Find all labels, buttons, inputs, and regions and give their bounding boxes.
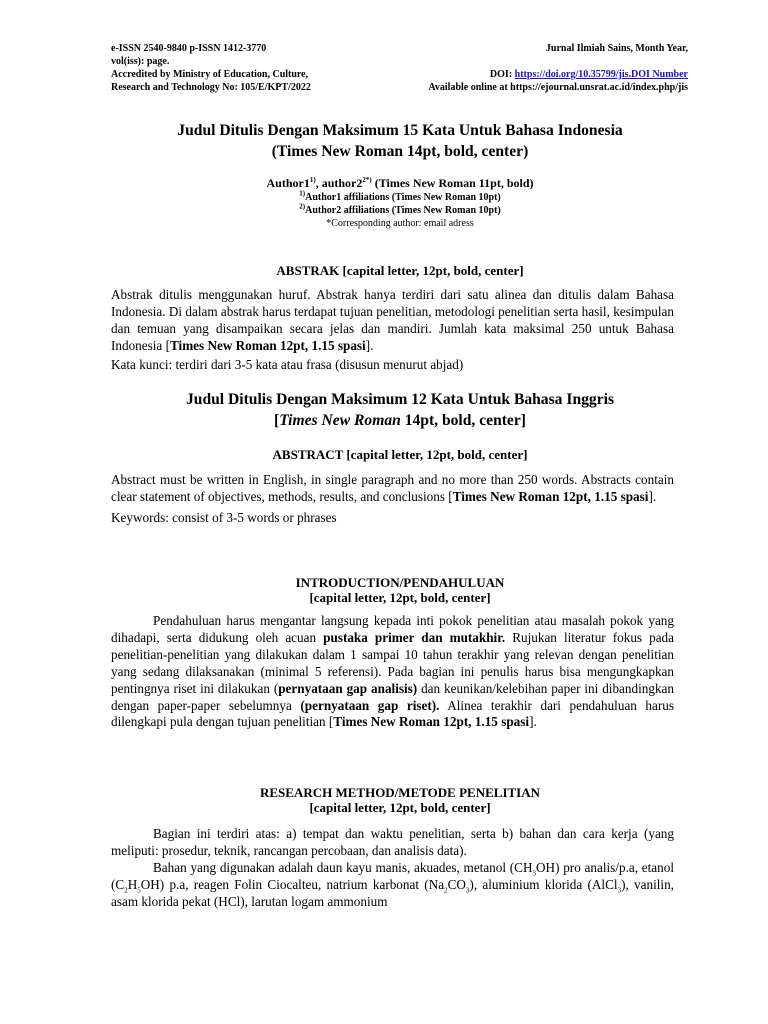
authors-block [100, 176, 700, 230]
author-1-sup: 1) [309, 176, 316, 184]
title-english-open: [ [274, 412, 280, 429]
method-p2-b: OH) pro analis/p.a, etanol (C [111, 859, 674, 892]
intro-section [111, 613, 674, 731]
affiliation-1 [100, 191, 700, 204]
method-paragraph-1: Bagian ini terdiri atas: a) tempat dan waktu penelitian, serta b) bahan dan cara kerja (yang meliputi: prosedur, teknik, rancangan percobaan, dan analisis data). [111, 826, 674, 858]
intro-text-4: Alinea terakhir dari pendahuluan harus dilengkapi pula dengan tujuan penelitian [ [111, 697, 674, 730]
method-p2-g: ), vanilin, asam klorida pekat (HCl), larutan logam ammonium [111, 876, 674, 909]
accreditation-line-1: Accredited by Ministry of Education, Culture, [111, 69, 309, 80]
method-p2-f: ), aluminium klorida (AlCl [469, 876, 618, 892]
method-heading-line-2: [capital letter, 12pt, bold, center] [309, 800, 491, 815]
method-sub-2: 2 [124, 886, 128, 895]
affiliation-1-text: Author1 affiliations (Times New Roman 10pt) [305, 192, 501, 203]
title-indonesian-line-1: Judul Ditulis Dengan Maksimum 15 Kata Untuk Bahasa Indonesia [177, 122, 623, 139]
method-sub-1: 3 [532, 869, 537, 878]
intro-bold-2: pernyataan gap analisis) [278, 680, 418, 696]
abstrak-section [111, 287, 674, 374]
method-sub-4: 2 [444, 886, 448, 895]
author-1: Author1 [266, 176, 310, 190]
method-p2-a: Bahan yang digunakan adalah daun kayu manis, akuades, metanol (CH [153, 859, 533, 875]
intro-text-2: Rujukan literatur fokus pada penelitian-penelitian yang dilakukan dalam 1 sampai 10 tahun terakhir yang relevan dengan penelitian yang sedang dilaksanakan (minimal 5 referensi). Pada bagian ini penulis harus bisa mengungkapkan pentingnya riset ini dilakukan ( [111, 629, 674, 696]
journal-name: Jurnal Ilmiah Sains, Month Year, [545, 43, 688, 54]
author-note: (Times New Roman 11pt, bold) [371, 176, 534, 190]
affiliation-1-sup: 1) [299, 189, 306, 198]
title-english-line-1: Judul Ditulis Dengan Maksimum 12 Kata Untuk Bahasa Inggris [185, 391, 615, 408]
affiliation-2-sup: 2) [299, 202, 306, 211]
intro-heading-line-1: INTRODUCTION/PENDAHULUAN [295, 575, 505, 590]
method-p2-c: H [127, 876, 138, 892]
affiliation-2 [100, 204, 700, 217]
method-paragraph-2 [111, 860, 674, 911]
affiliation-2-text: Author2 affiliations (Times New Roman 10pt) [305, 205, 501, 216]
accreditation-line-2: Research and Technology No: 105/E/KPT/2022 [111, 82, 311, 93]
kata-kunci: Kata kunci: terdiri dari 3-5 kata atau frasa (disusun menurut abjad) [111, 356, 464, 372]
abstract-text-2: ]. [648, 488, 657, 504]
doi-link[interactable]: https://doi.org/10.35799/jis.DOI Number [514, 69, 688, 80]
doi-label: DOI: [489, 69, 515, 80]
author-2: , author2 [315, 176, 363, 190]
intro-text-5: ]. [529, 714, 537, 730]
method-heading-line-1: RESEARCH METHOD/METODE PENELITIAN [259, 785, 541, 800]
method-sub-6: 3 [617, 886, 622, 895]
abstract-paragraph [111, 472, 674, 506]
abstract-bold: Times New Roman 12pt, 1.15 spasi [452, 488, 649, 504]
abstract-text-1: Abstract must be written in English, in single paragraph and no more than 250 words. Abstracts contain clear statement of objectives, methods, results, and conclusions [ [111, 472, 674, 504]
abstrak-paragraph [111, 287, 674, 355]
doi-line [490, 68, 688, 81]
method-section [111, 826, 674, 911]
intro-text-1: Pendahuluan harus mengantar langsung kepada inti pokok penelitian atau masalah pokok yang dihadapi, serta didukung oleh acuan [111, 613, 674, 645]
issn-text: e-ISSN 2540-9840 p-ISSN 1412-3770 [111, 43, 267, 54]
intro-heading-line-2: [capital letter, 12pt, bold, center] [309, 590, 491, 605]
method-p2-e: CO [447, 876, 466, 892]
intro-text-3: dan keunikan/kelebihan paper ini dibandingkan dengan paper-paper sebelumnya [111, 680, 674, 713]
title-english [100, 389, 700, 431]
abstrak-heading: ABSTRAK [capital letter, 12pt, bold, center] [276, 263, 524, 278]
abstrak-text-1: Abstrak ditulis menggunakan huruf. Abstrak hanya terdiri dari satu alinea dan ditulis dalam Bahasa Indonesia. Di dalam abstrak harus terdapat tujuan penelitian, metodologi penelitian serta hasil, kesimpulan dan temuan yang disampaikan secara jelas dan mandiri. Jumlah kata maksimal 250 untuk Bahasa Indonesia [ [111, 287, 674, 353]
corresponding-author: *Corresponding author: email adress [326, 218, 474, 229]
intro-bold-3: (pernyataan gap riset). [300, 697, 440, 713]
method-sub-3: 5 [137, 886, 141, 895]
abstract-heading: ABSTRACT [capital letter, 12pt, bold, center] [272, 447, 528, 462]
title-english-italic: Times New Roman [279, 412, 401, 429]
title-indonesian-line-2: (Times New Roman 14pt, bold, center) [271, 143, 529, 160]
abstrak-bold: Times New Roman 12pt, 1.15 spasi [169, 337, 366, 353]
intro-paragraph [111, 613, 674, 731]
method-heading [100, 785, 700, 815]
abstract-section [111, 472, 674, 527]
author-line [100, 176, 700, 191]
intro-bold-1: pustaka primer dan mutakhir. [323, 629, 506, 645]
available-online: Available online at https://ejournal.unsrat.ac.id/index.php/jis [428, 82, 688, 93]
method-sub-5: 3 [465, 886, 470, 895]
title-indonesian [100, 120, 700, 162]
author-2-sup: 2*) [362, 176, 372, 184]
title-english-rest: 14pt, bold, center] [400, 412, 526, 429]
volume-text: vol(iss): page. [111, 56, 170, 67]
title-english-line-2 [100, 410, 700, 431]
method-p2-d: OH) p.a, reagen Folin Ciocalteu, natrium karbonat (Na [140, 876, 445, 892]
abstrak-text-2: ]. [365, 337, 374, 353]
journal-header [111, 42, 688, 94]
intro-bold-4: Times New Roman 12pt, 1.15 spasi [333, 714, 530, 730]
keywords: Keywords: consist of 3-5 words or phrases [111, 509, 337, 525]
intro-heading [100, 575, 700, 605]
